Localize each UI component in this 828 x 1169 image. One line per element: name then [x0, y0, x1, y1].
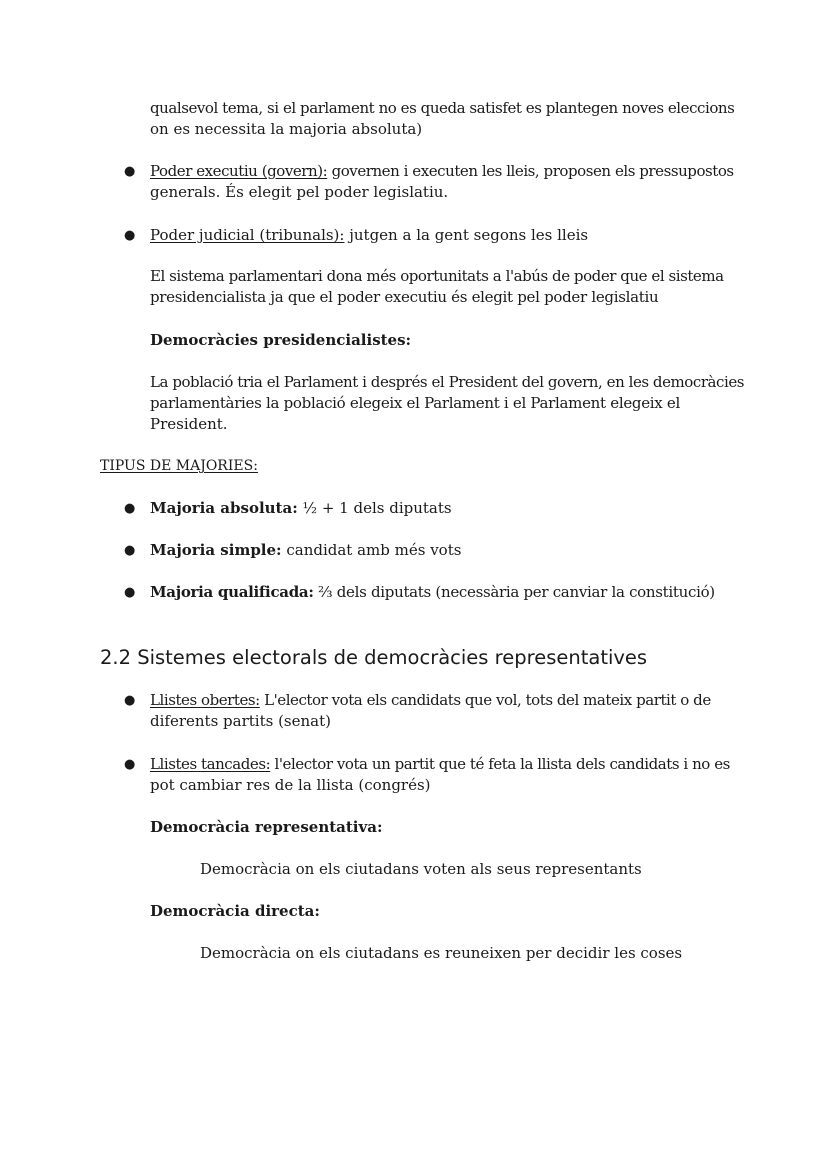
- open-lists-text-1: L'elector vota els candidats que vol, tots del mateix partit o de: [259, 691, 711, 709]
- section-title: 2.2 Sistemes electorals de democràcies representatives: [100, 646, 648, 669]
- continuation-line-2: on es necessita la majoria absoluta): [150, 120, 423, 138]
- bullet-icon: ●: [124, 585, 136, 600]
- judicial-label: Poder judicial (tribunals):: [150, 226, 345, 244]
- closed-lists-text-2: pot cambiar res de la llista (congrés): [150, 776, 431, 794]
- majority-qualified: [150, 582, 715, 603]
- continuation-line-1: qualsevol tema, si el parlament no es queda satisfet es plantegen noves eleccions: [150, 99, 735, 117]
- direct-term: Democràcia directa:: [150, 902, 320, 920]
- bullet-icon: ●: [124, 693, 136, 708]
- bullet-icon: ●: [124, 501, 136, 516]
- parliamentary-note-line-2: presidencialista ja que el poder executiu és elegit pel poder legislatiu: [150, 288, 659, 306]
- representative-definition: Democràcia on els ciutadans voten als seus representants: [200, 860, 642, 878]
- majority-absolute: [150, 498, 452, 519]
- executive-text-1: governen i executen les lleis, proposen els pressupostos: [327, 162, 734, 180]
- majority-absolute-text: ½ + 1 dels diputats: [297, 499, 452, 517]
- closed-lists-text-1: l'elector vota un partit que té feta la llista dels candidats i no es: [270, 755, 730, 773]
- bullet-icon: ●: [124, 543, 136, 558]
- direct-definition: Democràcia on els ciutadans es reuneixen per decidir les coses: [200, 944, 683, 962]
- executive-label: Poder executiu (govern):: [150, 162, 328, 180]
- list-item-executive: [150, 161, 734, 182]
- bullet-icon: ●: [124, 228, 136, 243]
- parliamentary-note-line-1: El sistema parlamentari dona més oportunitats a l'abús de poder que el sistema: [150, 267, 724, 285]
- judicial-text: jutgen a la gent segons les lleis: [344, 226, 589, 244]
- open-lists-text-2: diferents partits (senat): [150, 712, 331, 730]
- majority-absolute-label: Majoria absoluta:: [150, 499, 298, 517]
- bullet-icon: ●: [124, 757, 136, 772]
- open-lists-label: Llistes obertes:: [150, 691, 260, 709]
- presidential-line-1: La població tria el Parlament i després el President del govern, en les democràcies: [150, 373, 745, 391]
- presidential-heading: Democràcies presidencialistes:: [150, 331, 412, 349]
- majority-simple: [150, 540, 461, 561]
- list-item-judicial: [150, 225, 588, 246]
- majority-qualified-label: Majoria qualificada:: [150, 583, 314, 601]
- majorities-heading: TIPUS DE MAJORIES:: [100, 458, 258, 474]
- majority-qualified-text: ⅔ dels diputats (necessària per canviar la constitució): [313, 583, 715, 601]
- list-item-closed-lists: [150, 754, 730, 775]
- closed-lists-label: Llistes tancades:: [150, 755, 271, 773]
- presidential-line-3: President.: [150, 415, 228, 433]
- list-item-open-lists: [150, 690, 711, 711]
- bullet-icon: ●: [124, 164, 136, 179]
- majority-simple-label: Majoria simple:: [150, 541, 282, 559]
- representative-term: Democràcia representativa:: [150, 818, 383, 836]
- executive-text-2: generals. És elegit pel poder legislatiu.: [150, 183, 449, 201]
- presidential-line-2: parlamentàries la població elegeix el Parlament i el Parlament elegeix el: [150, 394, 680, 412]
- majority-simple-text: candidat amb més vots: [281, 541, 462, 559]
